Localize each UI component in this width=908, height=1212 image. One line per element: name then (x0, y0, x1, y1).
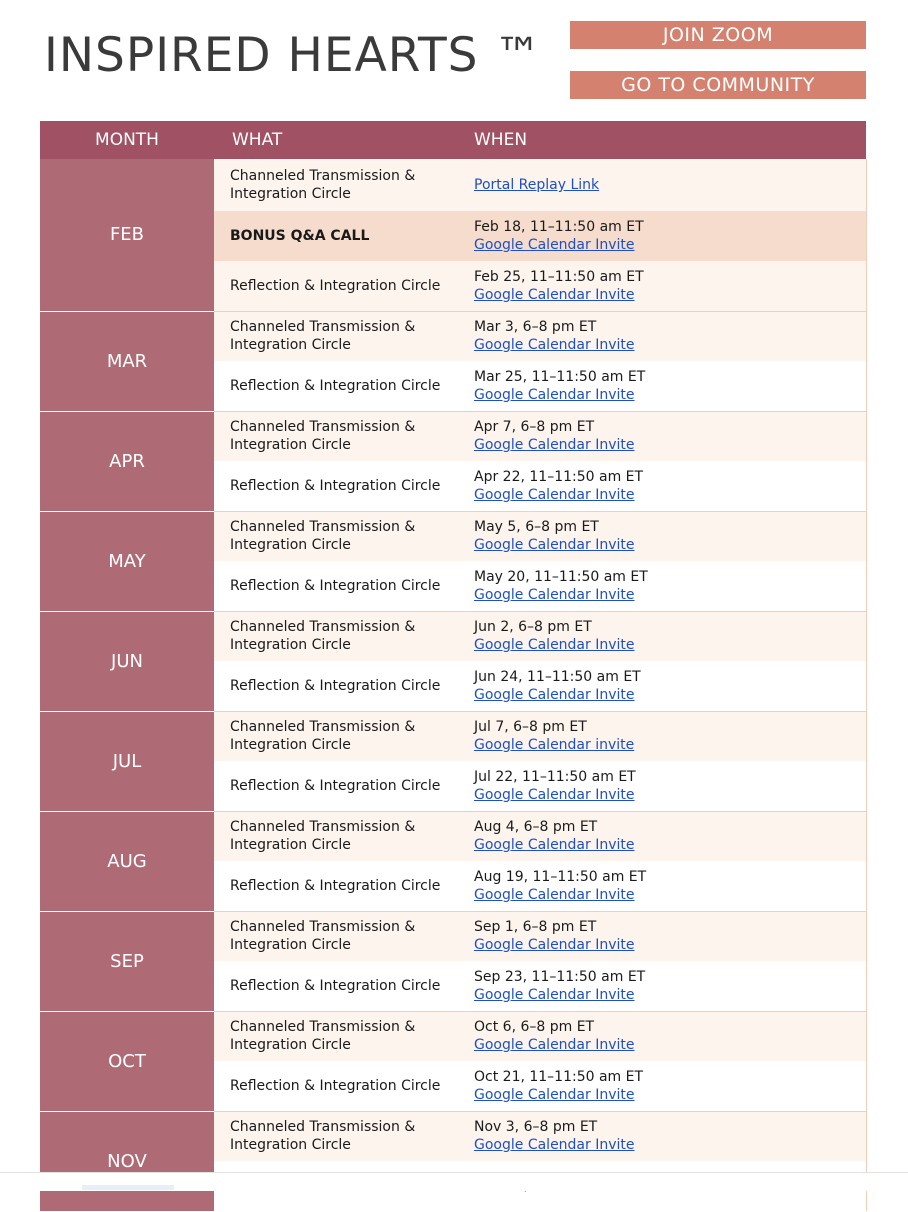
event-when (464, 159, 866, 211)
event-name: Channeled Transmission & Integration Circle (214, 411, 464, 461)
calendar-invite-link[interactable]: Google Calendar Invite (474, 586, 635, 603)
event-when (464, 1061, 866, 1111)
event-when (464, 961, 866, 1011)
event-date: Apr 7, 6–8 pm ET (474, 419, 595, 436)
month-cell: MAR (40, 311, 214, 411)
calendar-invite-link[interactable]: Google Calendar Invite (474, 837, 635, 854)
calendar-invite-link[interactable]: Google Calendar invite (474, 737, 635, 754)
event-when (464, 1111, 866, 1161)
event-date: Mar 3, 6–8 pm ET (474, 319, 597, 336)
month-cell: FEB (40, 159, 214, 311)
event-date: Mar 25, 11–11:50 am ET (474, 368, 646, 385)
header-what: WHAT (214, 121, 464, 159)
event-name: Channeled Transmission & Integration Circle (214, 1011, 464, 1061)
table-row (40, 1011, 866, 1061)
table-row (40, 511, 866, 561)
event-date: Feb 18, 11–11:50 am ET (474, 219, 644, 235)
event-when (464, 1011, 866, 1061)
month-cell: JUL (40, 711, 214, 811)
event-name: Reflection & Integration Circle (214, 961, 464, 1011)
month-cell: NOV (40, 1111, 214, 1211)
event-when (464, 511, 866, 561)
footer-tab (82, 1185, 174, 1190)
go-to-community-button[interactable]: GO TO COMMUNITY (570, 71, 866, 99)
event-name: Channeled Transmission & Integration Circle (214, 311, 464, 361)
event-when (464, 911, 866, 961)
table-row (40, 1111, 866, 1161)
event-name: Channeled Transmission & Integration Circle (214, 811, 464, 861)
table-row (40, 911, 866, 961)
event-name: Reflection & Integration Circle (214, 361, 464, 411)
table-row (40, 811, 866, 861)
header-when: WHEN (464, 121, 866, 159)
event-name: Channeled Transmission & Integration Circle (214, 911, 464, 961)
event-when (464, 661, 866, 711)
event-when (464, 811, 866, 861)
calendar-invite-link[interactable]: Google Calendar Invite (474, 786, 635, 803)
calendar-invite-link[interactable]: Google Calendar Invite (474, 286, 635, 303)
calendar-invite-link[interactable]: Google Calendar Invite (474, 686, 635, 703)
event-date: May 20, 11–11:50 am ET (474, 568, 648, 585)
event-name: Channeled Transmission & Integration Circle (214, 511, 464, 561)
event-date: Apr 22, 11–11:50 am ET (474, 468, 644, 485)
event-when (464, 361, 866, 411)
month-cell: JUN (40, 611, 214, 711)
event-date: Oct 21, 11–11:50 am ET (474, 1068, 644, 1085)
event-when (464, 561, 866, 611)
event-name: Channeled Transmission & Integration Circle (214, 159, 464, 211)
event-name: Reflection & Integration Circle (214, 461, 464, 511)
event-when (464, 211, 866, 261)
event-name: BONUS Q&A CALL (214, 211, 464, 261)
event-date: Feb 25, 11–11:50 am ET (474, 268, 644, 285)
table-row (40, 311, 866, 361)
calendar-invite-link[interactable]: Google Calendar Invite (474, 637, 635, 654)
event-date: Jul 22, 11–11:50 am ET (474, 768, 636, 785)
month-cell: SEP (40, 911, 214, 1011)
event-when (464, 861, 866, 911)
event-name: Channeled Transmission & Integration Circle (214, 1111, 464, 1161)
month-cell: AUG (40, 811, 214, 911)
event-date: Jun 24, 11–11:50 am ET (474, 668, 641, 685)
event-when (464, 611, 866, 661)
page-title: INSPIRED HEARTS ™ (44, 28, 543, 83)
month-cell: APR (40, 411, 214, 511)
calendar-invite-link[interactable]: Google Calendar Invite (474, 986, 635, 1003)
event-name: Channeled Transmission & Integration Circle (214, 711, 464, 761)
schedule-header-row (40, 121, 866, 159)
event-name: Reflection & Integration Circle (214, 561, 464, 611)
table-row (40, 711, 866, 761)
event-when (464, 261, 866, 311)
event-name: Reflection & Integration Circle (214, 261, 464, 311)
event-date: Sep 1, 6–8 pm ET (474, 919, 597, 936)
event-name: Channeled Transmission & Integration Circle (214, 611, 464, 661)
calendar-invite-link[interactable]: Google Calendar Invite (474, 437, 635, 454)
event-when (464, 461, 866, 511)
event-name: Reflection & Integration Circle (214, 861, 464, 911)
calendar-invite-link[interactable]: Google Calendar Invite (474, 237, 635, 253)
schedule-table (40, 121, 867, 1212)
calendar-invite-link[interactable]: Google Calendar Invite (474, 1086, 635, 1103)
event-when (464, 411, 866, 461)
event-date: Oct 6, 6–8 pm ET (474, 1019, 595, 1036)
header-month: MONTH (40, 121, 214, 159)
table-row (40, 611, 866, 661)
calendar-invite-link[interactable]: Google Calendar Invite (474, 937, 635, 954)
month-cell: MAY (40, 511, 214, 611)
event-date: Aug 4, 6–8 pm ET (474, 819, 598, 836)
calendar-invite-link[interactable]: Google Calendar Invite (474, 886, 635, 903)
event-name: Reflection & Integration Circle (214, 761, 464, 811)
calendar-invite-link[interactable]: Google Calendar Invite (474, 486, 635, 503)
calendar-invite-link[interactable]: Google Calendar Invite (474, 386, 635, 403)
join-zoom-button[interactable]: JOIN ZOOM (570, 21, 866, 49)
portal-replay-link[interactable]: Portal Replay Link (474, 177, 600, 193)
calendar-invite-link[interactable]: Google Calendar Invite (474, 1037, 635, 1054)
event-date: Nov 3, 6–8 pm ET (474, 1119, 598, 1136)
month-cell: OCT (40, 1011, 214, 1111)
calendar-invite-link[interactable]: Google Calendar Invite (474, 1137, 635, 1154)
event-when (464, 311, 866, 361)
event-name: Reflection & Integration Circle (214, 1061, 464, 1111)
event-date: Jun 2, 6–8 pm ET (474, 619, 592, 636)
event-date: May 5, 6–8 pm ET (474, 519, 599, 536)
table-row (40, 159, 866, 211)
table-row (40, 411, 866, 461)
event-name: Reflection & Integration Circle (214, 661, 464, 711)
event-when (464, 761, 866, 811)
event-date: Sep 23, 11–11:50 am ET (474, 968, 646, 985)
event-date: Jul 7, 6–8 pm ET (474, 719, 587, 736)
calendar-invite-link[interactable]: Google Calendar Invite (474, 337, 635, 354)
calendar-invite-link[interactable]: Google Calendar Invite (474, 537, 635, 554)
event-when (464, 711, 866, 761)
event-date: Aug 19, 11–11:50 am ET (474, 868, 647, 885)
